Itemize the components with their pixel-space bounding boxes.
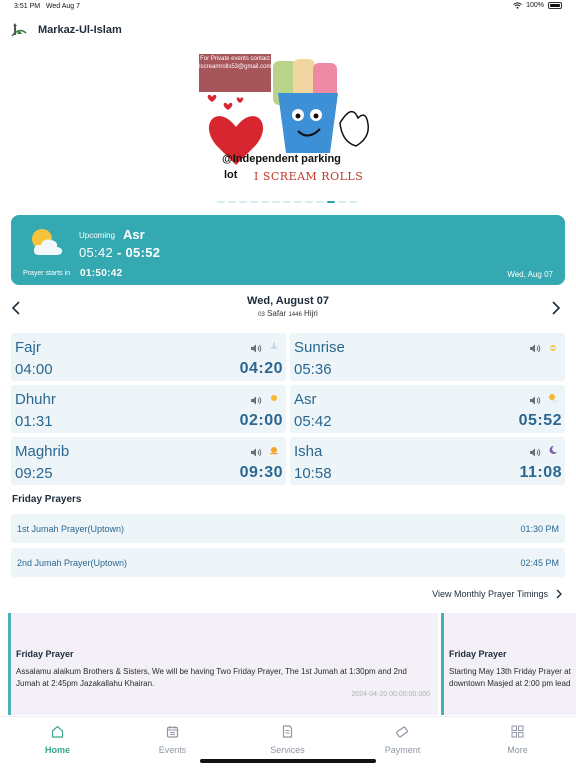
prayer-tile-asr[interactable] [290, 385, 565, 433]
upcoming-start-time: 05:42 [79, 245, 114, 260]
carousel-dot[interactable] [327, 201, 335, 203]
sunrise-icon [547, 339, 559, 351]
home-icon [0, 725, 115, 738]
jumah-name: 1st Jumah Prayer(Uptown) [17, 524, 125, 534]
speaker-icon[interactable] [250, 341, 262, 352]
prayer-iqama-time: 02:00 [239, 412, 283, 429]
hijri-date [0, 309, 576, 318]
tab-home[interactable] [0, 725, 115, 755]
prayer-name: Isha [294, 443, 323, 460]
upcoming-label: Upcoming [79, 231, 116, 240]
promo-banner[interactable] [198, 53, 376, 188]
tab-services[interactable] [230, 725, 345, 755]
prayer-iqama-time: 04:20 [239, 360, 283, 377]
prayer-tile-dhuhr[interactable] [11, 385, 286, 433]
card-date: Wed, Aug 07 [507, 270, 553, 279]
gregorian-date: Wed, August 07 [247, 295, 329, 307]
prayer-name: Dhuhr [15, 391, 56, 408]
hijri-month: Safar [267, 309, 287, 318]
prayer-start-time: 04:00 [15, 361, 53, 378]
upcoming-time-range [79, 245, 160, 260]
event-title: Friday Prayer [16, 649, 74, 659]
carousel-dot[interactable] [261, 201, 269, 203]
next-prayer-card [11, 215, 565, 285]
battery-icon [548, 2, 562, 9]
calendar-icon [115, 725, 230, 738]
jumah-time: 02:45 PM [520, 558, 559, 568]
app-header [10, 20, 122, 40]
speaker-icon[interactable] [250, 445, 262, 456]
carousel-dot[interactable] [228, 201, 236, 203]
speaker-icon[interactable] [529, 445, 541, 456]
speaker-icon[interactable] [250, 393, 262, 404]
monthly-timings-label: View Monthly Prayer Timings [432, 589, 548, 599]
chevron-right-icon [556, 589, 562, 599]
tab-label: Events [158, 745, 187, 755]
next-day-button[interactable] [550, 301, 562, 315]
event-body: Assalamu alaikum Brothers & Sisters, We will be having Two Friday Prayer, The 1st Jumah at 1:30pm and 2nd Jumah at 2:45pm Jazakallahu Khairan. [16, 667, 407, 688]
carousel-indicator[interactable] [217, 201, 357, 203]
prayer-iqama-time: 09:30 [239, 464, 283, 481]
sun-icon [268, 391, 280, 403]
event-body: Starting May 13th Friday Prayer at downtown Masjed at 2:00 pm lead [449, 667, 571, 688]
app-title: Markaz-Ul-Islam [38, 24, 122, 36]
tab-more[interactable] [460, 725, 575, 755]
tab-label: More [507, 745, 528, 755]
monthly-timings-link[interactable] [432, 589, 562, 599]
carousel-dot[interactable] [349, 201, 357, 203]
carousel-dot[interactable] [338, 201, 346, 203]
hijri-day: 03 [258, 312, 265, 318]
date-navigator [0, 295, 576, 321]
carousel-dot[interactable] [294, 201, 302, 203]
event-card[interactable] [441, 613, 576, 715]
time-separator: - [116, 245, 122, 260]
mosque-logo-icon [10, 21, 28, 39]
prayer-start-time: 10:58 [294, 465, 332, 482]
prayer-iqama-time: 11:08 [519, 464, 562, 481]
tab-label: Services [270, 745, 305, 755]
carousel-dot[interactable] [217, 201, 225, 203]
prayer-start-time: 09:25 [15, 465, 53, 482]
dawn-icon [268, 339, 280, 351]
partly-cloudy-icon [27, 225, 65, 259]
jumah-time: 01:30 PM [520, 524, 559, 534]
banner-subline: lot [224, 169, 238, 181]
prayer-tile-maghrib[interactable] [11, 437, 286, 485]
grid-icon [460, 725, 575, 738]
jumah-row[interactable] [11, 514, 565, 543]
tab-payment[interactable] [345, 725, 460, 755]
prayer-tile-isha[interactable] [290, 437, 565, 485]
prayer-start-time: 05:42 [294, 413, 332, 430]
prayer-tile-fajr[interactable] [11, 333, 286, 381]
wifi-icon [513, 2, 522, 9]
prayer-iqama-time: 05:52 [518, 412, 562, 429]
status-right [513, 2, 562, 9]
speaker-icon[interactable] [529, 341, 541, 352]
status-bar [0, 0, 576, 14]
battery-percent: 100% [526, 2, 544, 9]
banner-contact-note: For Private events contact Iscreamrolls53@gmail.com [199, 54, 271, 92]
sunset-icon [268, 443, 280, 455]
hijri-year: 1446 [288, 312, 302, 318]
tab-events[interactable] [115, 725, 230, 755]
moon-icon [547, 443, 559, 455]
upcoming-iqama-time: 05:52 [125, 245, 161, 260]
tab-label: Payment [384, 745, 421, 755]
carousel-dot[interactable] [305, 201, 313, 203]
status-left [14, 3, 80, 10]
prayer-name: Fajr [15, 339, 41, 356]
home-indicator [200, 759, 376, 763]
events-carousel[interactable] [0, 613, 576, 715]
event-title: Friday Prayer [449, 649, 507, 659]
document-icon [230, 725, 345, 738]
carousel-dot[interactable] [272, 201, 280, 203]
status-date: Wed Aug 7 [45, 3, 81, 10]
prayer-name: Maghrib [15, 443, 70, 460]
carousel-dot[interactable] [250, 201, 258, 203]
tab-label: Home [44, 745, 70, 755]
upcoming-prayer-name: Asr [123, 227, 145, 242]
friday-prayers-title: Friday Prayers [12, 494, 82, 505]
banner-brand: I SCREAM ROLLS [254, 170, 364, 183]
status-time: 3:51 PM [14, 3, 41, 10]
event-date: 2024-04-20 00:00:00.000 [351, 691, 430, 698]
banner-headline: @Independent parking [222, 153, 341, 165]
prayer-name: Asr [294, 391, 317, 408]
speaker-icon[interactable] [529, 393, 541, 404]
afternoon-icon [547, 391, 559, 403]
prayer-start-time: 05:36 [294, 361, 332, 378]
carousel-dot[interactable] [239, 201, 247, 203]
prayer-start-time: 01:31 [15, 413, 53, 430]
jumah-row[interactable] [11, 548, 565, 577]
prayer-tile-sunrise[interactable] [290, 333, 565, 381]
prayer-name: Sunrise [294, 339, 345, 356]
carousel-dot[interactable] [316, 201, 324, 203]
jumah-name: 2nd Jumah Prayer(Uptown) [17, 558, 128, 568]
countdown-timer: 01:50:42 [80, 268, 123, 279]
event-card[interactable] [8, 613, 438, 715]
starts-in-label: Prayer starts in [23, 270, 71, 277]
hijri-suffix: Hijri [304, 309, 318, 318]
carousel-dot[interactable] [283, 201, 291, 203]
card-icon [345, 725, 460, 738]
